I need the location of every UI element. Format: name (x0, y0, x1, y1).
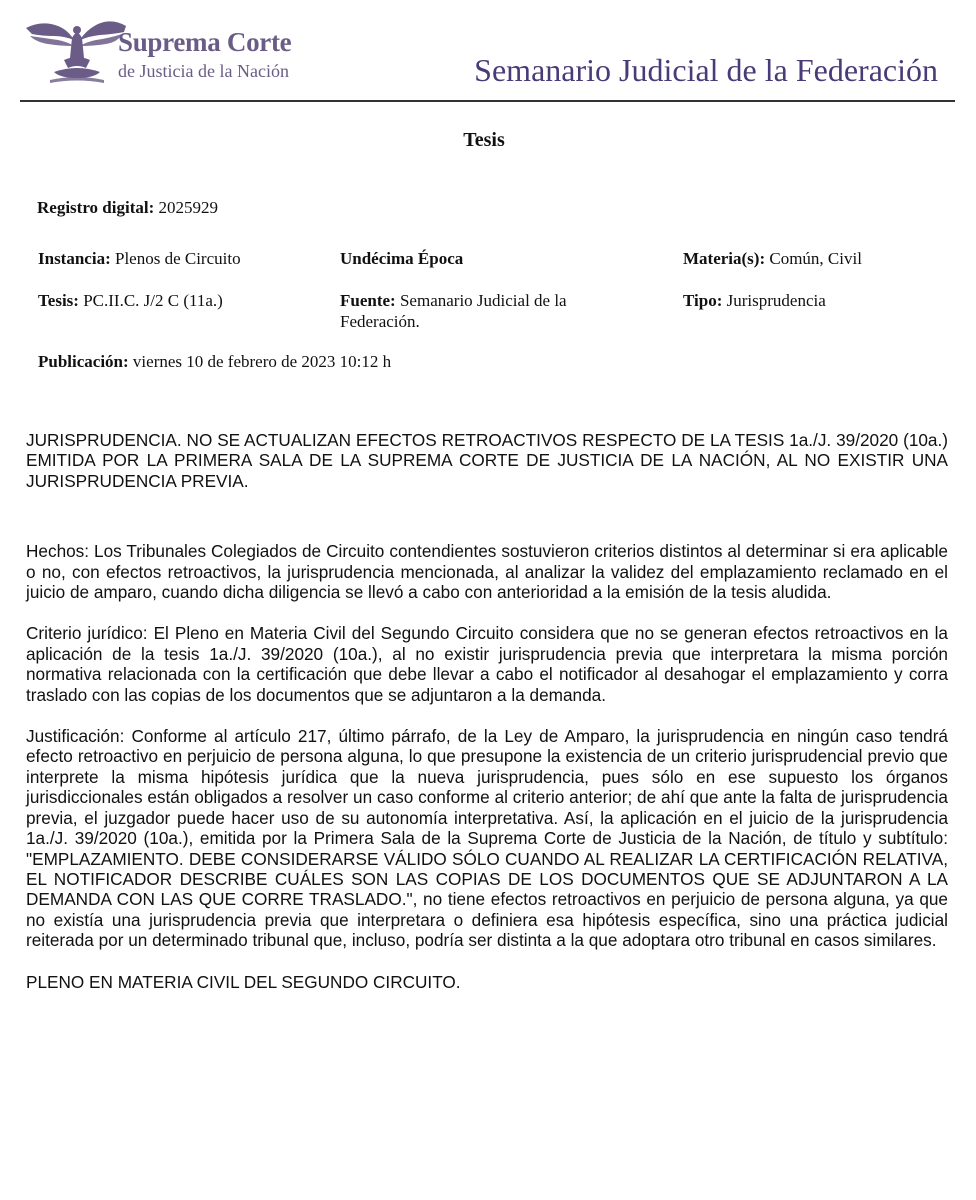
tesis-value: PC.II.C. J/2 C (11a.) (83, 291, 223, 310)
justificacion-paragraph: Justificación: Conforme al artículo 217, último párrafo, de la Ley de Amparo, la jurisprudencia en ningún caso tendrá efecto retroactivo en perjuicio de persona alguna, lo que presupone la existencia de un criterio jurisprudencial previo que interprete la misma hipótesis jurídica que la nueva jurisprudencia, pues sólo en ese supuesto los órganos jurisdiccionales están obligados a resolver un caso conforme al criterio anterior; de ahí que ante la falta de jurisprudencia previa, el juzgador puede hacer uso de su autonomía interpretativa. Así, la aplicación en el juicio de la jurisprudencia 1a./J. 39/2020 (10a.), emitida por la Primera Sala de la Suprema Corte de Justicia de la Nación, de título y subtítulo: "EMPLAZAMIENTO. DEBE CONSIDERARSE VÁLIDO SÓLO CUANDO AL REALIZAR LA CERTIFICACIÓN RELATIVA, EL NOTIFICADOR DESCRIBE CUÁLES SON LAS COPIAS DE LOS DOCUMENTOS QUE SE ADJUNTARON A LA DEMANDA CON LAS QUE CORRE TRASLADO.", no tiene efectos retroactivos en perjuicio de persona alguna, ya que no existía una jurisprudencia previa que interpretara o definiera esa hipótesis específica, sino una práctica judicial reiterada por un determinado tribunal que, incluso, podría ser distinta a la que adoptara otro tribunal en casos similares. (26, 726, 948, 951)
materia-label: Materia(s): (683, 249, 766, 268)
materia-value: Común, Civil (769, 249, 862, 268)
site-title: Semanario Judicial de la Federación (474, 52, 938, 88)
fuente-label: Fuente: (340, 291, 396, 310)
registro-label: Registro digital: (37, 198, 155, 217)
document-type-title: Tesis (463, 129, 505, 151)
eagle-emblem-icon (24, 16, 128, 86)
tipo-value: Jurisprudencia (726, 291, 826, 310)
epoca-value: Undécima Época (340, 249, 464, 268)
tesis-label: Tesis: (38, 291, 79, 310)
publicacion-value: viernes 10 de febrero de 2023 10:12 h (132, 352, 392, 371)
header-divider (20, 100, 955, 102)
publicacion-label: Publicación: (38, 352, 129, 371)
meta-tesis (38, 290, 223, 311)
meta-registro (37, 197, 218, 218)
page-header (0, 0, 976, 102)
meta-materia (683, 248, 862, 269)
meta-epoca (340, 248, 463, 269)
registro-value: 2025929 (158, 198, 219, 217)
hechos-paragraph: Hechos: Los Tribunales Colegiados de Circuito contendientes sostuvieron criterios distintos al determinar si era aplicable o no, con efectos retroactivos, la jurisprudencia mencionada, al analizar la validez del emplazamiento reclamado en el juicio de amparo, cuando dicha diligencia se llevó a cabo con anterioridad a la emisión de la tesis aludida. (26, 541, 948, 603)
instancia-label: Instancia: (38, 249, 111, 268)
meta-instancia (38, 248, 241, 269)
tipo-label: Tipo: (683, 291, 723, 310)
criterio-paragraph: Criterio jurídico: El Pleno en Materia Civil del Segundo Circuito considera que no se generan efectos retroactivos en la aplicación de la tesis 1a./J. 39/2020 (10a.), al no existir jurisprudencia previa que interpretara la misma porción normativa relacionada con la certificación que debe llevar a cabo el notificador al desahogar el emplazamiento y corra traslado con las copias de los documentos que se adjuntaron a la demanda. (26, 623, 948, 705)
pleno-line: PLENO EN MATERIA CIVIL DEL SEGUNDO CIRCUITO. (26, 971, 461, 992)
meta-publicacion (38, 351, 391, 372)
meta-fuente (340, 290, 640, 332)
logo-subtitle: de Justicia de la Nación (118, 61, 289, 81)
thesis-body (26, 430, 948, 1013)
logo-title: Suprema Corte (118, 27, 292, 57)
thesis-rubro: JURISPRUDENCIA. NO SE ACTUALIZAN EFECTOS RETROACTIVOS RESPECTO DE LA TESIS 1a./J. 39/2020 (10a.) EMITIDA POR LA PRIMERA SALA DE LA SUPREMA CORTE DE JUSTICIA DE LA NACIÓN, AL NO EXISTIR UNA JURISPRUDENCIA PREVIA. (26, 430, 948, 491)
instancia-value: Plenos de Circuito (114, 249, 241, 268)
meta-tipo (683, 290, 826, 311)
fuente-value: Semanario Judicial de la Federación. (340, 291, 567, 331)
